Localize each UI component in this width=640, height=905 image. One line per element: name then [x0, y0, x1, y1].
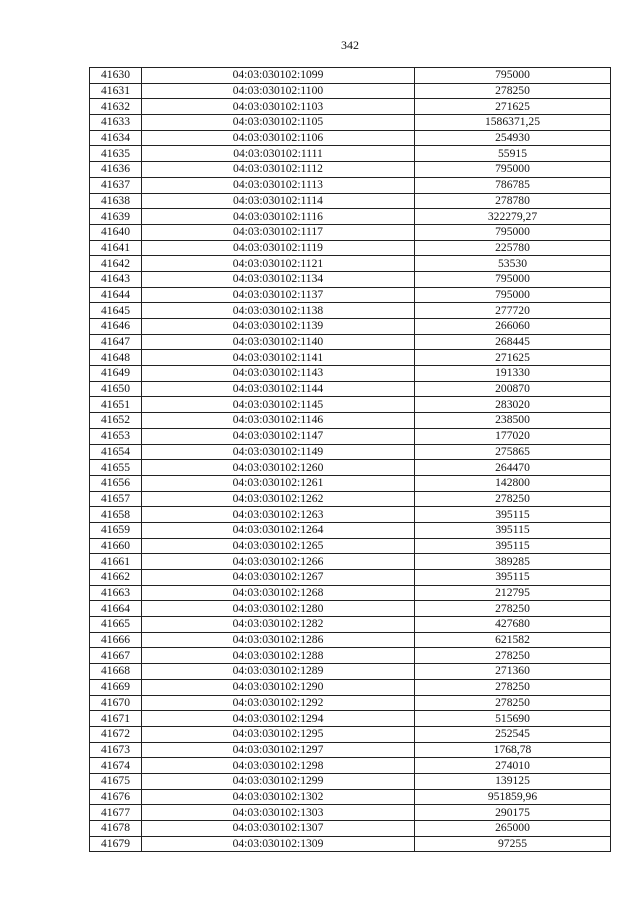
row-number-cell: 41642 — [90, 256, 142, 272]
cadastral-number-cell: 04:03:030102:1147 — [142, 428, 415, 444]
cadastral-number-cell: 04:03:030102:1295 — [142, 726, 415, 742]
row-number-cell: 41669 — [90, 679, 142, 695]
table-row — [90, 507, 611, 523]
value-cell: 266060 — [415, 319, 611, 335]
table-row — [90, 397, 611, 413]
cadastral-number-cell: 04:03:030102:1106 — [142, 130, 415, 146]
value-cell: 274010 — [415, 758, 611, 774]
value-cell: 278250 — [415, 679, 611, 695]
value-cell: 275865 — [415, 444, 611, 460]
value-cell: 271360 — [415, 664, 611, 680]
cadastral-number-cell: 04:03:030102:1290 — [142, 679, 415, 695]
value-cell: 200870 — [415, 381, 611, 397]
cadastral-number-cell: 04:03:030102:1141 — [142, 350, 415, 366]
value-cell: 177020 — [415, 428, 611, 444]
row-number-cell: 41678 — [90, 821, 142, 837]
table-row — [90, 585, 611, 601]
cadastral-number-cell: 04:03:030102:1294 — [142, 711, 415, 727]
row-number-cell: 41652 — [90, 413, 142, 429]
table-row — [90, 115, 611, 131]
value-cell: 786785 — [415, 177, 611, 193]
value-cell: 271625 — [415, 350, 611, 366]
cadastral-number-cell: 04:03:030102:1105 — [142, 115, 415, 131]
row-number-cell: 41667 — [90, 648, 142, 664]
table-row — [90, 193, 611, 209]
row-number-cell: 41676 — [90, 789, 142, 805]
table-row — [90, 695, 611, 711]
cadastral-number-cell: 04:03:030102:1114 — [142, 193, 415, 209]
table-body — [90, 68, 611, 852]
table-row — [90, 83, 611, 99]
row-number-cell: 41650 — [90, 381, 142, 397]
table-row — [90, 428, 611, 444]
value-cell: 951859,96 — [415, 789, 611, 805]
table-row — [90, 130, 611, 146]
cadastral-number-cell: 04:03:030102:1112 — [142, 162, 415, 178]
value-cell: 795000 — [415, 162, 611, 178]
table-row — [90, 758, 611, 774]
table-row — [90, 271, 611, 287]
cadastral-number-cell: 04:03:030102:1116 — [142, 209, 415, 225]
cadastral-number-cell: 04:03:030102:1117 — [142, 224, 415, 240]
row-number-cell: 41653 — [90, 428, 142, 444]
cadastral-number-cell: 04:03:030102:1286 — [142, 632, 415, 648]
value-cell: 278250 — [415, 695, 611, 711]
row-number-cell: 41637 — [90, 177, 142, 193]
value-cell: 395115 — [415, 570, 611, 586]
table-row — [90, 99, 611, 115]
row-number-cell: 41674 — [90, 758, 142, 774]
table-row — [90, 162, 611, 178]
row-number-cell: 41646 — [90, 319, 142, 335]
row-number-cell: 41638 — [90, 193, 142, 209]
cadastral-number-cell: 04:03:030102:1265 — [142, 538, 415, 554]
row-number-cell: 41655 — [90, 460, 142, 476]
table-row — [90, 679, 611, 695]
table-row — [90, 224, 611, 240]
value-cell: 1586371,25 — [415, 115, 611, 131]
table-row — [90, 303, 611, 319]
value-cell: 268445 — [415, 334, 611, 350]
table-row — [90, 460, 611, 476]
cadastral-number-cell: 04:03:030102:1143 — [142, 366, 415, 382]
value-cell: 427680 — [415, 617, 611, 633]
row-number-cell: 41645 — [90, 303, 142, 319]
row-number-cell: 41656 — [90, 475, 142, 491]
cadastral-number-cell: 04:03:030102:1292 — [142, 695, 415, 711]
cadastral-number-cell: 04:03:030102:1262 — [142, 491, 415, 507]
row-number-cell: 41654 — [90, 444, 142, 460]
table-row — [90, 381, 611, 397]
value-cell: 795000 — [415, 271, 611, 287]
row-number-cell: 41633 — [90, 115, 142, 131]
table-row — [90, 366, 611, 382]
value-cell: 278250 — [415, 601, 611, 617]
table-row — [90, 209, 611, 225]
row-number-cell: 41658 — [90, 507, 142, 523]
table-row — [90, 413, 611, 429]
table-row — [90, 821, 611, 837]
row-number-cell: 41668 — [90, 664, 142, 680]
row-number-cell: 41664 — [90, 601, 142, 617]
cadastral-number-cell: 04:03:030102:1111 — [142, 146, 415, 162]
row-number-cell: 41651 — [90, 397, 142, 413]
row-number-cell: 41631 — [90, 83, 142, 99]
value-cell: 264470 — [415, 460, 611, 476]
value-cell: 277720 — [415, 303, 611, 319]
cadastral-number-cell: 04:03:030102:1134 — [142, 271, 415, 287]
row-number-cell: 41630 — [90, 68, 142, 84]
value-cell: 238500 — [415, 413, 611, 429]
value-cell: 795000 — [415, 287, 611, 303]
value-cell: 97255 — [415, 836, 611, 852]
value-cell: 278780 — [415, 193, 611, 209]
value-cell: 254930 — [415, 130, 611, 146]
value-cell: 271625 — [415, 99, 611, 115]
value-cell: 142800 — [415, 475, 611, 491]
table-row — [90, 648, 611, 664]
table-row — [90, 538, 611, 554]
row-number-cell: 41661 — [90, 554, 142, 570]
table-row — [90, 836, 611, 852]
table-row — [90, 742, 611, 758]
row-number-cell: 41672 — [90, 726, 142, 742]
cadastral-number-cell: 04:03:030102:1260 — [142, 460, 415, 476]
table-row — [90, 522, 611, 538]
cadastral-number-cell: 04:03:030102:1113 — [142, 177, 415, 193]
table-row — [90, 491, 611, 507]
value-cell: 795000 — [415, 68, 611, 84]
table-row — [90, 256, 611, 272]
row-number-cell: 41665 — [90, 617, 142, 633]
table-row — [90, 177, 611, 193]
table-row — [90, 617, 611, 633]
value-cell: 212795 — [415, 585, 611, 601]
cadastral-number-cell: 04:03:030102:1149 — [142, 444, 415, 460]
cadastral-number-cell: 04:03:030102:1282 — [142, 617, 415, 633]
row-number-cell: 41636 — [90, 162, 142, 178]
value-cell: 278250 — [415, 491, 611, 507]
value-cell: 322279,27 — [415, 209, 611, 225]
cadastral-number-cell: 04:03:030102:1137 — [142, 287, 415, 303]
row-number-cell: 41644 — [90, 287, 142, 303]
cadastral-table — [89, 67, 611, 852]
value-cell: 290175 — [415, 805, 611, 821]
table-row — [90, 726, 611, 742]
row-number-cell: 41677 — [90, 805, 142, 821]
row-number-cell: 41647 — [90, 334, 142, 350]
row-number-cell: 41663 — [90, 585, 142, 601]
table-row — [90, 601, 611, 617]
row-number-cell: 41657 — [90, 491, 142, 507]
row-number-cell: 41648 — [90, 350, 142, 366]
row-number-cell: 41643 — [90, 271, 142, 287]
value-cell: 395115 — [415, 538, 611, 554]
value-cell: 225780 — [415, 240, 611, 256]
cadastral-number-cell: 04:03:030102:1289 — [142, 664, 415, 680]
cadastral-number-cell: 04:03:030102:1303 — [142, 805, 415, 821]
cadastral-number-cell: 04:03:030102:1145 — [142, 397, 415, 413]
row-number-cell: 41635 — [90, 146, 142, 162]
table-row — [90, 475, 611, 491]
value-cell: 53530 — [415, 256, 611, 272]
cadastral-number-cell: 04:03:030102:1139 — [142, 319, 415, 335]
cadastral-number-cell: 04:03:030102:1261 — [142, 475, 415, 491]
cadastral-number-cell: 04:03:030102:1280 — [142, 601, 415, 617]
value-cell: 389285 — [415, 554, 611, 570]
table-row — [90, 287, 611, 303]
table-row — [90, 570, 611, 586]
row-number-cell: 41640 — [90, 224, 142, 240]
cadastral-number-cell: 04:03:030102:1144 — [142, 381, 415, 397]
table-row — [90, 350, 611, 366]
value-cell: 278250 — [415, 83, 611, 99]
cadastral-number-cell: 04:03:030102:1119 — [142, 240, 415, 256]
row-number-cell: 41671 — [90, 711, 142, 727]
row-number-cell: 41662 — [90, 570, 142, 586]
row-number-cell: 41679 — [90, 836, 142, 852]
value-cell: 191330 — [415, 366, 611, 382]
cadastral-number-cell: 04:03:030102:1266 — [142, 554, 415, 570]
row-number-cell: 41659 — [90, 522, 142, 538]
row-number-cell: 41641 — [90, 240, 142, 256]
table-row — [90, 773, 611, 789]
cadastral-number-cell: 04:03:030102:1264 — [142, 522, 415, 538]
row-number-cell: 41675 — [90, 773, 142, 789]
cadastral-number-cell: 04:03:030102:1138 — [142, 303, 415, 319]
value-cell: 252545 — [415, 726, 611, 742]
table-row — [90, 444, 611, 460]
cadastral-number-cell: 04:03:030102:1268 — [142, 585, 415, 601]
table-row — [90, 805, 611, 821]
value-cell: 1768,78 — [415, 742, 611, 758]
cadastral-number-cell: 04:03:030102:1140 — [142, 334, 415, 350]
row-number-cell: 41632 — [90, 99, 142, 115]
page-number: 342 — [341, 38, 359, 52]
row-number-cell: 41634 — [90, 130, 142, 146]
value-cell: 283020 — [415, 397, 611, 413]
cadastral-number-cell: 04:03:030102:1288 — [142, 648, 415, 664]
table-row — [90, 240, 611, 256]
cadastral-number-cell: 04:03:030102:1267 — [142, 570, 415, 586]
row-number-cell: 41639 — [90, 209, 142, 225]
table-row — [90, 68, 611, 84]
cadastral-number-cell: 04:03:030102:1099 — [142, 68, 415, 84]
table-row — [90, 789, 611, 805]
value-cell: 55915 — [415, 146, 611, 162]
table-row — [90, 334, 611, 350]
cadastral-number-cell: 04:03:030102:1298 — [142, 758, 415, 774]
table-row — [90, 554, 611, 570]
cadastral-number-cell: 04:03:030102:1146 — [142, 413, 415, 429]
value-cell: 395115 — [415, 522, 611, 538]
row-number-cell: 41660 — [90, 538, 142, 554]
value-cell: 139125 — [415, 773, 611, 789]
row-number-cell: 41666 — [90, 632, 142, 648]
value-cell: 265000 — [415, 821, 611, 837]
cadastral-number-cell: 04:03:030102:1299 — [142, 773, 415, 789]
row-number-cell: 41649 — [90, 366, 142, 382]
cadastral-number-cell: 04:03:030102:1121 — [142, 256, 415, 272]
row-number-cell: 41670 — [90, 695, 142, 711]
cadastral-number-cell: 04:03:030102:1302 — [142, 789, 415, 805]
cadastral-number-cell: 04:03:030102:1307 — [142, 821, 415, 837]
value-cell: 278250 — [415, 648, 611, 664]
cadastral-number-cell: 04:03:030102:1297 — [142, 742, 415, 758]
value-cell: 515690 — [415, 711, 611, 727]
table-row — [90, 711, 611, 727]
cadastral-number-cell: 04:03:030102:1100 — [142, 83, 415, 99]
value-cell: 795000 — [415, 224, 611, 240]
table-row — [90, 146, 611, 162]
table-row — [90, 664, 611, 680]
table-row — [90, 319, 611, 335]
row-number-cell: 41673 — [90, 742, 142, 758]
cadastral-number-cell: 04:03:030102:1263 — [142, 507, 415, 523]
value-cell: 395115 — [415, 507, 611, 523]
value-cell: 621582 — [415, 632, 611, 648]
cadastral-number-cell: 04:03:030102:1309 — [142, 836, 415, 852]
table-row — [90, 632, 611, 648]
cadastral-number-cell: 04:03:030102:1103 — [142, 99, 415, 115]
